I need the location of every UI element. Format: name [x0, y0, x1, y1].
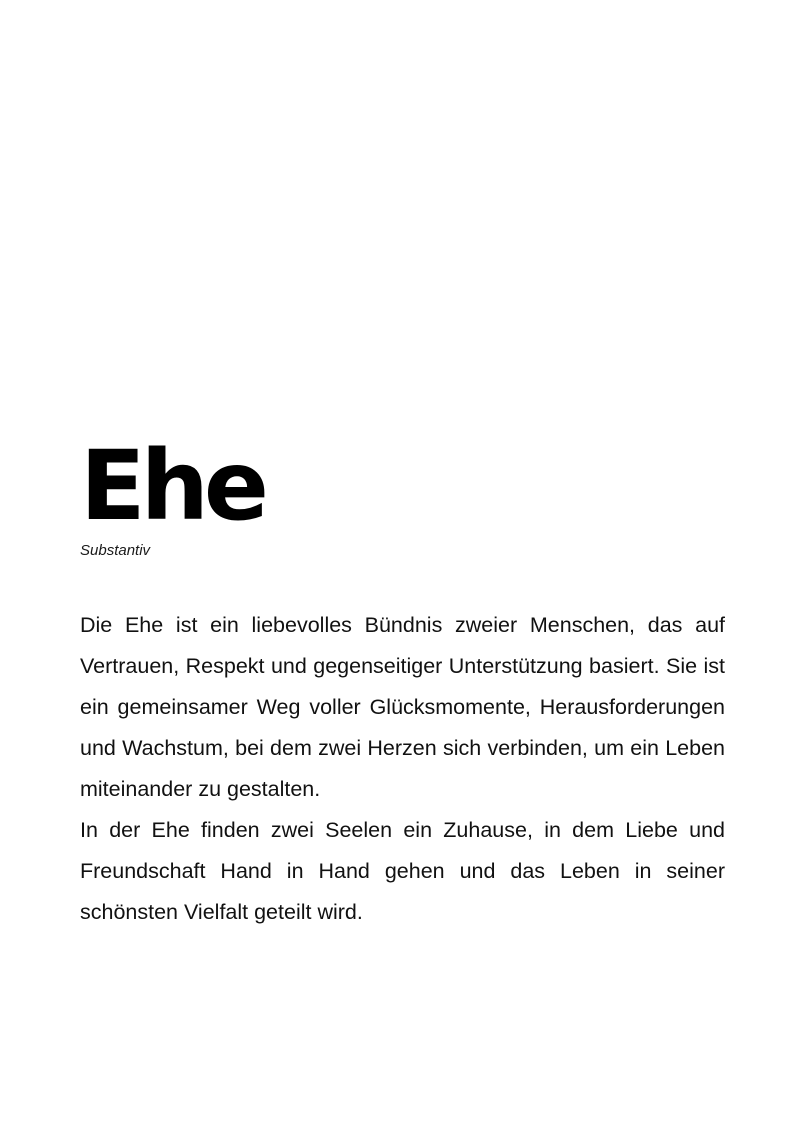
headword: Ehe: [80, 430, 265, 542]
dictionary-entry: [80, 430, 725, 933]
definition-text: [80, 605, 725, 933]
part-of-speech: Substantiv: [80, 542, 151, 559]
definition-paragraph-1: Die Ehe ist ein liebevolles Bündnis zweier Menschen, das auf Vertrauen, Respekt und gegenseitiger Unterstützung basiert. Sie ist ein gemeinsamer Weg voller Glücksmomente, Herausforderungen und Wachstum, bei dem zwei Herzen sich verbinden, um ein Leben miteinander zu gestalten.: [80, 613, 725, 801]
definition-paragraph-2: In der Ehe finden zwei Seelen ein Zuhause, in dem Liebe und Freundschaft Hand in Hand gehen und das Leben in seiner schönsten Vielfalt geteilt wird.: [80, 818, 725, 924]
